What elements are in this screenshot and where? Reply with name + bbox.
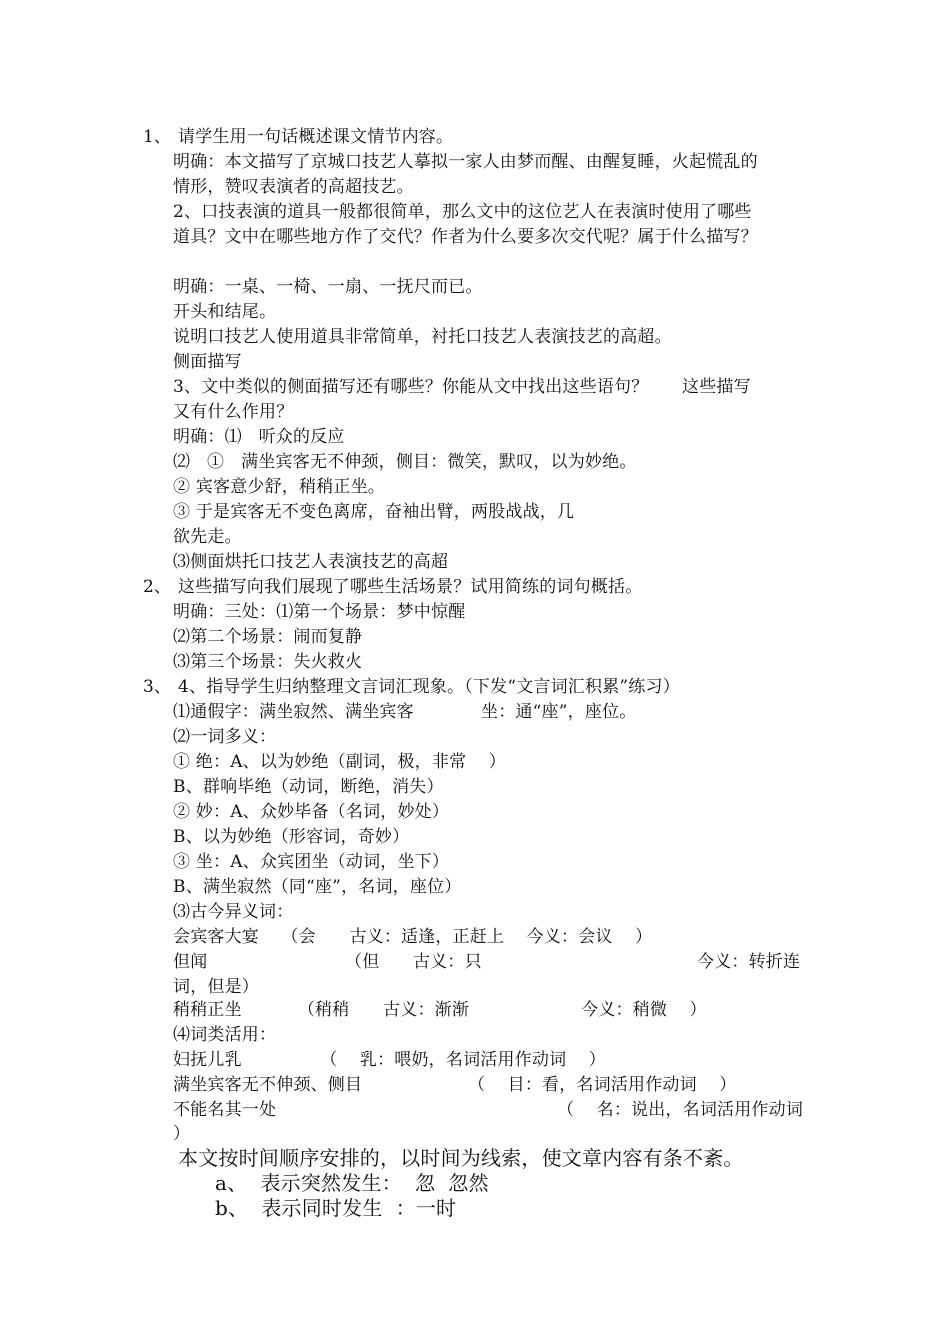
text-line: 说明口技艺人使用道具非常简单，衬托口技艺人表演技艺的高超。 (173, 327, 672, 347)
text-line: 4、指导学生归纳整理文言词汇现象。（下发“文言词汇积累”练习） (178, 677, 680, 697)
text-line: 明确：三处：⑴第一个场景：梦中惊醒 (173, 602, 466, 622)
text-line: 明确：本文描写了京城口技艺人摹拟一家人由梦而醒、由醒复睡，火起慌乱的 (173, 152, 758, 172)
text-line: ⑵第二个场景：闹而复静 (173, 627, 363, 647)
text-line: ⑶侧面烘托口技艺人表演技艺的高超 (173, 552, 449, 572)
text-line: ⑵ ① 满坐宾客无不伸颈，侧目：微笑，默叹，以为妙绝。 (173, 452, 637, 472)
list-number: 2、 (143, 577, 171, 597)
text-line: （ 目：看，名词活用作动词 ） (468, 1075, 737, 1095)
list-number: 3、 (143, 677, 171, 697)
text-line: 情形，赞叹表演者的高超技艺。 (173, 177, 414, 197)
text-line: ② 妙：A、众妙毕备（名词，妙处） (173, 802, 450, 822)
text-line: ③ 于是宾客无不变色离席，奋袖出臂，两股战战，几 (173, 502, 575, 522)
text-line: ① 绝：A、以为妙绝（副词，极，非常 ） (173, 752, 506, 772)
text-line: ② 宾客意少舒，稍稍正坐。 (173, 477, 386, 497)
text-line: （ 名：说出，名词活用作动词 (557, 1100, 804, 1120)
text-line: 3、文中类似的侧面描写还有哪些？你能从文中找出这些语句？ 这些描写 (173, 377, 751, 397)
text-line: 词，但是） (173, 977, 259, 997)
text-line: ⑷词类活用： (173, 1025, 277, 1045)
text-line: 侧面描写 (173, 352, 242, 372)
text-line: 稍稍正坐 （稍稍 古义：渐渐 今义：稍微 ） (173, 1000, 707, 1020)
text-line: 满坐宾客无不伸颈、侧目 (173, 1075, 363, 1095)
text-line: B、群响毕绝（动词，断绝，消失） (173, 777, 444, 797)
text-line: 今义：转折连 (697, 952, 801, 972)
text-line: 开头和结尾。 (173, 302, 277, 322)
list-number: 1、 (143, 127, 171, 147)
text-line: B、以为妙绝（形容词，奇妙） (173, 827, 410, 847)
text-line: 妇抚儿乳 （ 乳：喂奶，名词活用作动词 ） (173, 1050, 606, 1070)
text-line: 会宾客大宴 （会 古义：适逢，正赶上 今义：会议 ） (173, 927, 653, 947)
text-line: B、满坐寂然（同“座”，名词，座位） (173, 877, 462, 897)
text-line: 不能名其一处 (173, 1100, 277, 1120)
text-line: ⑶古今异义词： (173, 902, 294, 922)
text-line: （但 古义：只 (345, 952, 482, 972)
text-line: 请学生用一句话概述课文情节内容。 (178, 127, 454, 147)
text-line: 这些描写向我们展现了哪些生活场景？试用简练的词句概括。 (178, 577, 643, 597)
text-line: b、 表示同时发生 ：一时 (215, 1196, 457, 1220)
text-line: ） (173, 1124, 191, 1144)
text-line: ⑶第三个场景：失火救火 (173, 652, 363, 672)
text-line: 但闻 (173, 952, 208, 972)
text-line: ⑴通假字：满坐寂然、满坐宾客 坐：通“座”，座位。 (173, 702, 637, 722)
text-line: 2、口技表演的道具一般都很简单，那么文中的这位艺人在表演时使用了哪些 (173, 202, 752, 222)
text-line: 本文按时间顺序安排的，以时间为线索，使文章内容有条不紊。 (178, 1146, 744, 1170)
text-line: ③ 坐：A、众宾团坐（动词，坐下） (173, 852, 450, 872)
text-line: 道具？文中在哪些地方作了交代？作者为什么要多次交代呢？属于什么描写？ (173, 227, 758, 247)
text-line: 明确：一桌、一椅、一扇、一抚尺而已。 (173, 277, 483, 297)
text-line: a、 表示突然发生： 忽 忽然 (215, 1171, 489, 1195)
text-line: 欲先走。 (173, 527, 242, 547)
text-line: 又有什么作用？ (173, 402, 294, 422)
text-line: 明确：⑴ 听众的反应 (173, 427, 345, 447)
text-line: ⑵一词多义： (173, 727, 277, 747)
